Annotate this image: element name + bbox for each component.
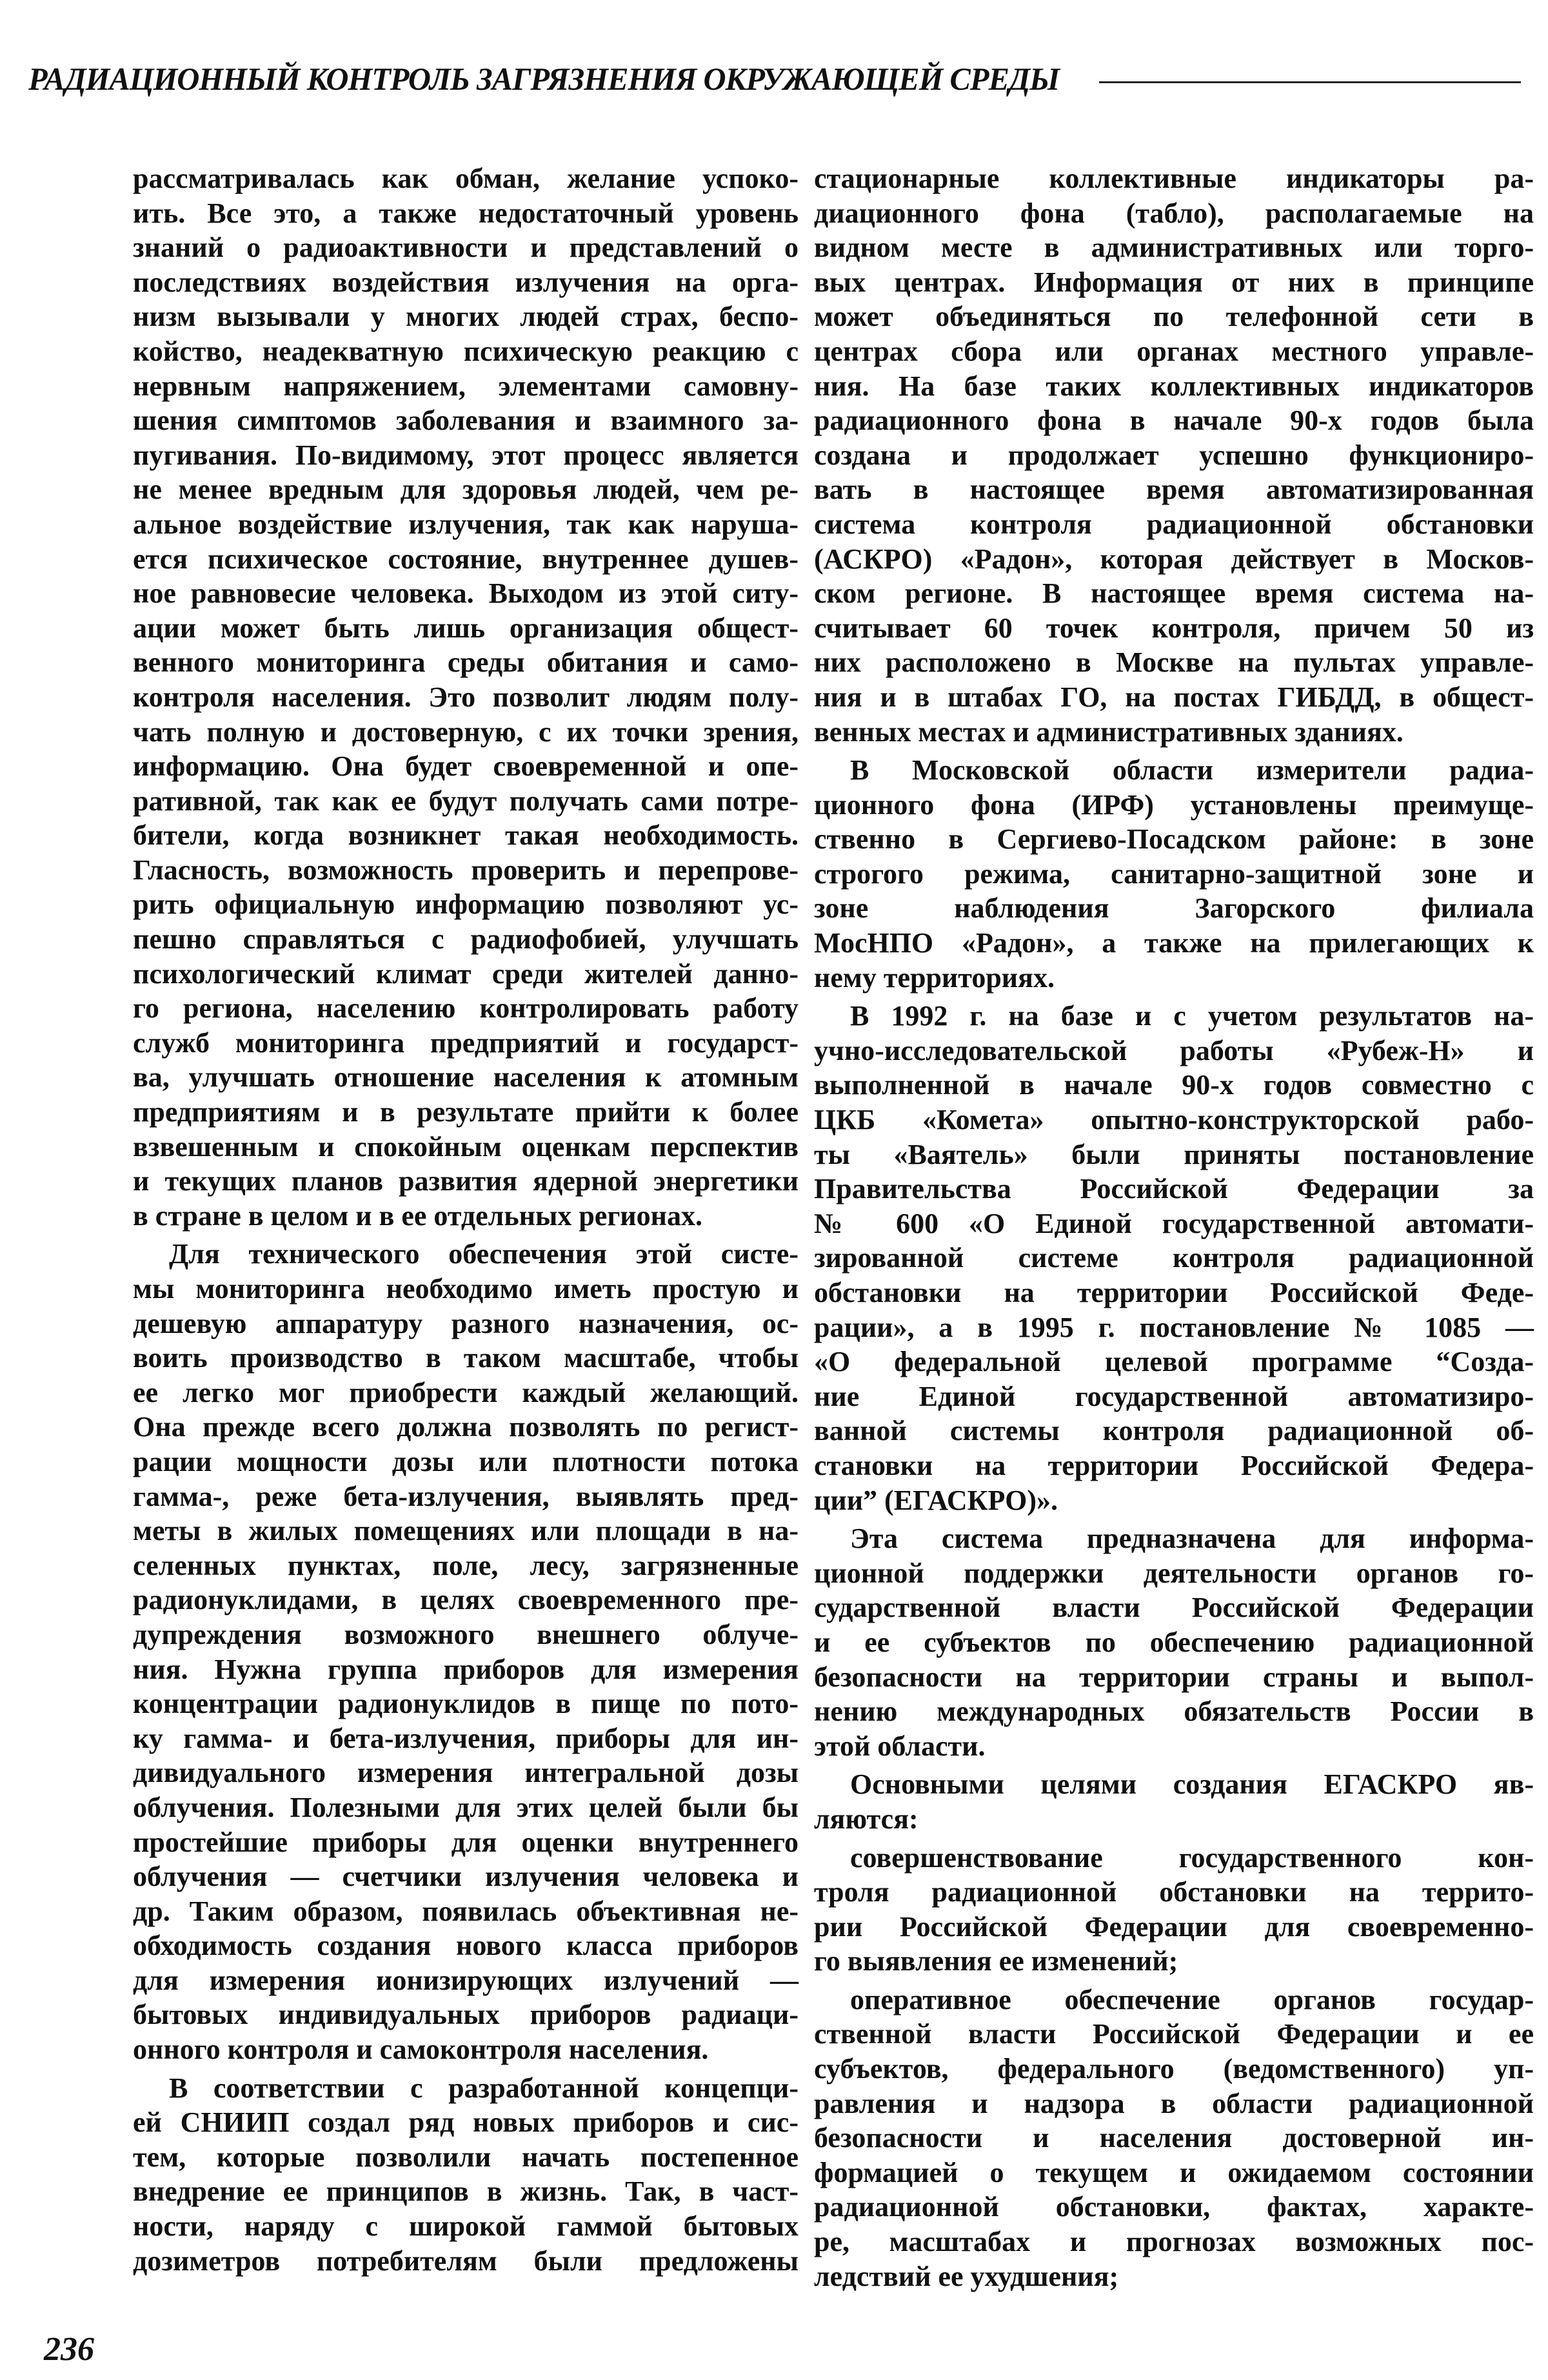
text-line: и ее субъектов по обеспечению радиационной — [814, 1626, 1534, 1658]
text-line: Основными целями создания ЕГАСКРО яв- — [850, 1768, 1534, 1801]
text-line: шения симптомов заболевания и взаимного за- — [133, 405, 799, 437]
text-line: Она прежде всего должна позволять по регист- — [133, 1411, 799, 1443]
text-line: ей СНИИП создал ряд новых приборов и сис- — [133, 2106, 799, 2139]
text-line: зированной системе контроля радиационной — [814, 1242, 1534, 1274]
text-line: № 600 «О Единой государственной автомати- — [814, 1207, 1534, 1239]
text-line: предприятиям и в результате прийти к более — [133, 1096, 799, 1128]
text-line: психологический климат среди жителей данно- — [133, 957, 799, 990]
text-line: считывает 60 точек контроля, причем 50 из — [814, 612, 1534, 644]
text-line: сударственной власти Российской Федерации — [814, 1592, 1534, 1624]
text-line: рации мощности дозы или плотности потока — [133, 1445, 799, 1477]
text-line: центрах сбора или органах местного управле- — [814, 335, 1534, 367]
text-line: венных местах и административных зданиях. — [814, 715, 1404, 748]
text-line: видном месте в административных или торго- — [814, 232, 1534, 264]
text-line: ния и в штабах ГО, на постах ГИБДД, в общест- — [814, 681, 1534, 713]
text-line: дозиметров потребителям были предложены — [133, 2245, 799, 2277]
text-line: троля радиационной обстановки на террито- — [814, 1876, 1534, 1908]
text-column-right — [814, 161, 1534, 2294]
text-line: рить официальную информацию позволяют ус- — [133, 888, 799, 921]
text-line: Правительства Российской Федерации за — [814, 1173, 1534, 1205]
text-line: безопасности на территории страны и выпол- — [814, 1661, 1534, 1693]
text-line: зоне наблюдения Загорского филиала — [814, 892, 1534, 925]
text-line: ное равновесие человека. Выходом из этой ситу- — [133, 577, 799, 610]
text-line: может объединяться по телефонной сети в — [814, 301, 1534, 333]
text-line: оперативное обеспечение органов государ- — [850, 1983, 1534, 2015]
text-line: обстановки на территории Российской Феде- — [814, 1277, 1534, 1308]
text-line: ре, масштабах и прогнозах возможных пос- — [814, 2226, 1534, 2258]
running-header — [28, 59, 1521, 98]
text-line: ния. Нужна группа приборов для измерения — [133, 1653, 799, 1685]
text-line: диационного фона (табло), располагаемые на — [814, 197, 1534, 229]
text-line: безопасности и населения достоверной ин- — [814, 2122, 1534, 2154]
text-line: создана и продолжает успешно функциониро- — [814, 439, 1534, 471]
text-line: онного контроля и самоконтроля населения. — [133, 2034, 709, 2066]
paragraph — [133, 161, 799, 1233]
text-line: ции” (ЕГАСКРО)». — [814, 1484, 1058, 1516]
text-line: последствиях воздействия излучения на орга- — [133, 266, 799, 298]
header-rule — [1099, 81, 1521, 83]
text-line: служб мониторинга предприятий и государст- — [133, 1026, 799, 1059]
text-line: бители, когда возникнет такая необходимость. — [133, 819, 799, 852]
text-line: тем, которые позволили начать постепенное — [133, 2141, 799, 2173]
text-line: чать полную и достоверную, с их точки зрения, — [133, 715, 799, 748]
text-line: дивидуального измерения интегральной дозы — [133, 1757, 799, 1789]
text-line: ванной системы контроля радиационной об- — [814, 1415, 1534, 1447]
text-line: гамма-, реже бета-излучения, выявлять пред- — [133, 1480, 799, 1512]
text-line: ва, улучшать отношение населения к атомным — [133, 1061, 799, 1094]
text-line: койство, неадекватную психическую реакцию с — [133, 335, 799, 367]
paragraph — [814, 1521, 1534, 1763]
text-line: облучения — счетчики излучения человека и — [133, 1861, 799, 1893]
text-line: ты «Ваятель» были приняты постановление — [814, 1138, 1534, 1170]
text-line: информацию. Она будет своевременной и опе- — [133, 750, 799, 783]
text-line: них расположено в Москве на пультах управле- — [814, 646, 1534, 679]
text-line: ее легко мог приобрести каждый желающий. — [133, 1376, 799, 1408]
text-line: контроля населения. Это позволит людям полу- — [133, 681, 799, 713]
text-line: ации может быть лишь организация общест- — [133, 612, 799, 644]
text-line: венного мониторинга среды обитания и само- — [133, 646, 799, 679]
text-line: строгого режима, санитарно-защитной зоне и — [814, 857, 1534, 890]
text-line: выполненной в начале 90-х годов совместно с — [814, 1069, 1534, 1101]
text-line: ском регионе. В настоящее время система на- — [814, 577, 1534, 610]
paragraph — [814, 161, 1534, 749]
text-line: не менее вредным для здоровья людей, чем ре- — [133, 474, 799, 506]
text-line: концентрации радионуклидов в пище по пото- — [133, 1688, 799, 1720]
text-line: мы мониторинга необходимо иметь простую и — [133, 1273, 799, 1305]
text-line: внедрение ее принципов в жизнь. Так, в част- — [133, 2175, 799, 2208]
running-header-title: РАДИАЦИОННЫЙ КОНТРОЛЬ ЗАГРЯЗНЕНИЯ ОКРУЖАЮЩЕЙ СРЕДЫ — [28, 61, 1060, 97]
text-line: ЦКБ «Комета» опытно-конструкторской рабо- — [814, 1104, 1534, 1136]
text-line: ку гамма- и бета-излучения, приборы для ин- — [133, 1722, 799, 1754]
text-line: обходимость создания нового класса приборов — [133, 1930, 799, 1962]
paragraph — [814, 753, 1534, 995]
text-line: простейшие приборы для оценки внутреннего — [133, 1826, 799, 1858]
text-line: ционной поддержки деятельности органов го- — [814, 1557, 1534, 1589]
text-line: и текущих планов развития ядерной энергетики — [133, 1165, 799, 1197]
text-line: В Московской области измерители радиа- — [850, 754, 1534, 786]
text-line: стационарные коллективные индикаторы ра- — [814, 163, 1534, 194]
text-line: рии Российской Федерации для своевременно- — [814, 1910, 1534, 1943]
text-line: нему территориях. — [814, 961, 1055, 994]
text-line: радиационной обстановки, фактах, характе- — [814, 2191, 1534, 2223]
text-line: взвешенным и спокойным оценкам перспектив — [133, 1130, 799, 1163]
text-line: ственно в Сергиево-Посадском районе: в зоне — [814, 823, 1534, 855]
text-line: пешно справляться с радиофобией, улучшать — [133, 923, 799, 955]
text-line: дупреждения возможного внешнего облуче- — [133, 1618, 799, 1650]
text-line: формацией о текущем и ожидаемом состоянии — [814, 2156, 1534, 2188]
text-line: «О федеральной целевой программе “Созда- — [814, 1346, 1534, 1378]
text-line: дешевую аппаратуру разного назначения, ос- — [133, 1307, 799, 1339]
text-line: для измерения ионизирующих излучений — — [133, 1964, 799, 1996]
paragraph — [814, 999, 1534, 1517]
text-line: др. Таким образом, появилась объективная не- — [133, 1895, 799, 1927]
text-line: воить производство в таком масштабе, чтобы — [133, 1342, 799, 1374]
paragraph — [814, 1767, 1534, 1836]
text-line: (АСКРО) «Радон», которая действует в Москов- — [814, 543, 1534, 575]
text-line: субъектов, федерального (ведомственного) уп- — [814, 2053, 1534, 2085]
text-line: ственной власти Российской Федерации и ее — [814, 2018, 1534, 2050]
text-line: низм вызывали у многих людей страх, беспо- — [133, 301, 799, 333]
paragraph — [814, 1841, 1534, 1979]
text-line: В соответствии с разработанной концепци- — [169, 2072, 799, 2104]
text-line: Для технического обеспечения этой систе- — [169, 1238, 799, 1270]
text-line: ративной, так как ее будут получать сами потре- — [133, 785, 799, 817]
text-line: ционного фона (ИРФ) установлены преимуще- — [814, 788, 1534, 821]
text-line: меты в жилых помещениях или площади в на- — [133, 1515, 799, 1547]
text-line: вать в настоящее время автоматизированная — [814, 474, 1534, 506]
text-line: нервным напряжением, элементами самовну- — [133, 370, 799, 402]
text-line: альное воздействие излучения, так как наруша- — [133, 508, 799, 540]
text-line: этой области. — [814, 1730, 986, 1762]
text-line: рации», а в 1995 г. постановление № 1085 — — [814, 1311, 1534, 1343]
page-number: 236 — [44, 2331, 94, 2368]
text-line: рассматривалась как обман, желание успоко- — [133, 163, 799, 194]
text-column-left — [133, 161, 799, 2278]
text-line: становки на территории Российской Федера- — [814, 1449, 1534, 1481]
text-line: ется психическое состояние, внутреннее душев- — [133, 543, 799, 575]
text-line: нению международных обязательств России в — [814, 1695, 1534, 1728]
text-line: ния. На базе таких коллективных индикаторов — [814, 370, 1534, 402]
text-line: ледствий ее ухудшения; — [814, 2260, 1119, 2292]
text-line: радионуклидами, в целях своевременного пре- — [133, 1584, 799, 1616]
paragraph — [133, 2071, 799, 2279]
text-line: совершенствование государственного кон- — [850, 1841, 1534, 1874]
text-line: бытовых индивидуальных приборов радиаци- — [133, 1999, 799, 2031]
text-line: радиационного фона в начале 90-х годов была — [814, 405, 1534, 437]
text-line: ляются: — [814, 1803, 918, 1835]
paragraph — [814, 1983, 1534, 2294]
text-line: селенных пунктах, поле, лесу, загрязненные — [133, 1549, 799, 1581]
text-line: пугивания. По-видимому, этот процесс является — [133, 439, 799, 471]
text-line: Гласность, возможность проверить и перепрове- — [133, 854, 799, 886]
text-line: вых центрах. Информация от них в принципе — [814, 266, 1534, 298]
text-line: в стране в целом и в ее отдельных регионах. — [133, 1199, 703, 1232]
text-line: В 1992 г. на базе и с учетом результатов на- — [850, 1000, 1534, 1032]
text-line: знаний о радиоактивности и представлений о — [133, 232, 799, 264]
text-line: го региона, населению контролировать работу — [133, 992, 799, 1025]
paragraph — [133, 1237, 799, 2066]
text-line: ности, наряду с широкой гаммой бытовых — [133, 2210, 799, 2243]
text-line: равления и надзора в области радиационной — [814, 2087, 1534, 2119]
text-line: ние Единой государственной автоматизиро- — [814, 1380, 1534, 1412]
text-line: МосНПО «Радон», а также на прилегающих к — [814, 927, 1534, 959]
text-line: Эта система предназначена для информа- — [850, 1523, 1534, 1555]
text-line: го выявления ее изменений; — [814, 1945, 1178, 1977]
text-line: учно-исследовательской работы «Рубеж-Н» и — [814, 1034, 1534, 1066]
text-line: облучения. Полезными для этих целей были бы — [133, 1791, 799, 1823]
text-line: ить. Все это, а также недостаточный уровень — [133, 197, 799, 229]
text-line: система контроля радиационной обстановки — [814, 508, 1534, 540]
